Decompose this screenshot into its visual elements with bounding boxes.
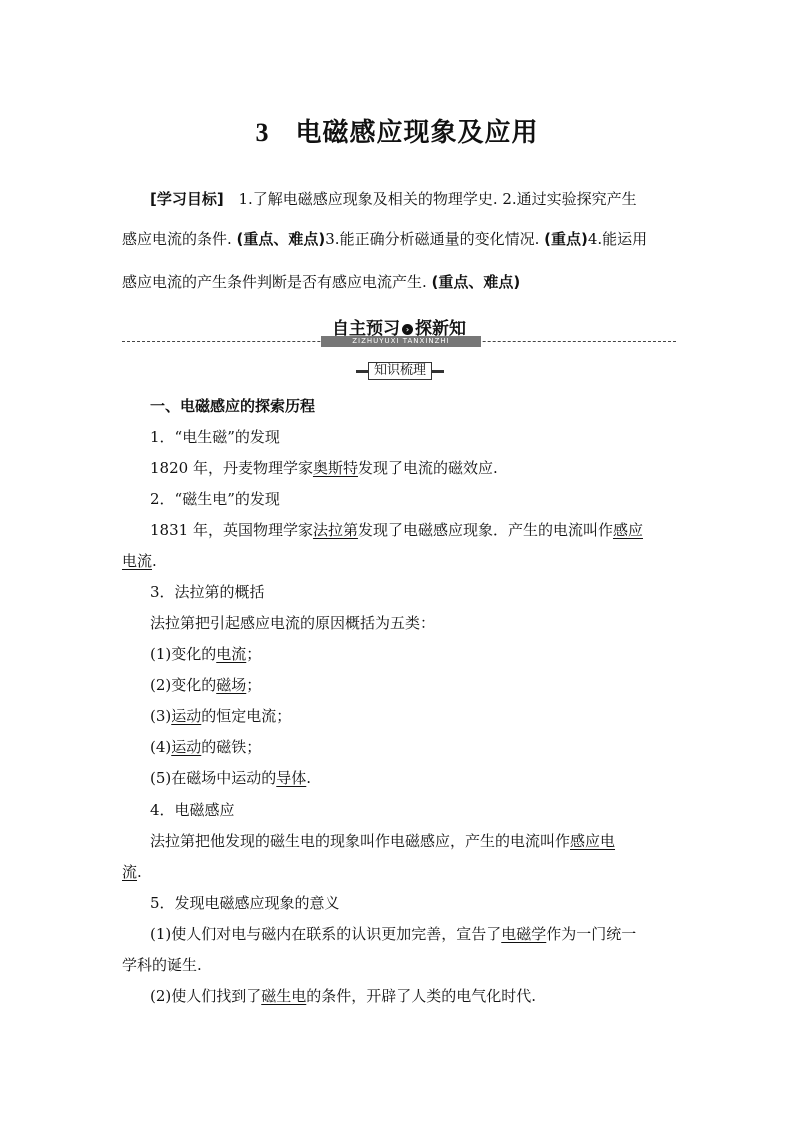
paragraph-4-line-1 — [150, 830, 676, 851]
knowledge-tag — [356, 362, 444, 380]
text: (1)使人们对电与磁内在联系的认识更加完善，宣告了 — [150, 925, 502, 943]
banner-pinyin: ZIZHUYUXI TANXINZHI — [321, 336, 481, 347]
underlined-term: 电磁学 — [501, 925, 547, 943]
text: (4) — [150, 738, 172, 756]
section-banner — [122, 312, 676, 348]
objectives-line-3 — [122, 271, 676, 292]
underlined-term: 电流 — [122, 552, 153, 570]
objectives-line-1 — [150, 188, 676, 209]
section-title: 电磁感应现象及应用 — [295, 118, 539, 148]
paragraph-1 — [150, 457, 676, 478]
text: (2)变化的 — [150, 676, 217, 694]
banner-right-text: 探新知 — [415, 319, 466, 339]
objectives-line-2 — [122, 228, 676, 249]
banner-left-text: 自主预习 — [332, 319, 400, 339]
paragraph-4-line-2 — [122, 861, 676, 882]
subheading-3: 3．法拉第的概括 — [150, 583, 265, 601]
text: 1820 年，丹麦物理学家 — [150, 459, 313, 477]
text: (5)在磁场中运动的 — [150, 769, 277, 787]
paragraph-2-line-1 — [150, 519, 676, 540]
text: 1831 年，英国物理学家 — [150, 521, 313, 539]
subheading-4: 4．电磁感应 — [150, 801, 235, 819]
list-item — [150, 736, 676, 757]
subheading-1: 1．“电生磁”的发现 — [150, 428, 280, 446]
underlined-term: 流 — [122, 863, 138, 881]
objectives-text: 感应电流的条件. — [122, 230, 237, 248]
banner-heading — [122, 314, 676, 339]
underlined-term: 导体 — [276, 769, 307, 787]
objectives-text: 1.了解电磁感应现象及相关的物理学史. 2.通过实验探究产生 — [238, 190, 637, 208]
text: (2)使人们找到了 — [150, 987, 262, 1005]
underlined-term: 感应 — [612, 521, 643, 539]
underlined-term: 磁生电 — [261, 987, 307, 1005]
underlined-term: 电流 — [216, 645, 247, 663]
subheading-5: 5．发现电磁感应现象的意义 — [150, 894, 340, 912]
key-point-tag: (重点、难点) — [431, 273, 521, 291]
list-item — [150, 767, 676, 788]
text: 发现了电磁感应现象．产生的电流叫作 — [357, 521, 613, 539]
objectives-text: 感应电流的产生条件判断是否有感应电流产生. — [122, 273, 432, 291]
paragraph-2-line-2 — [122, 550, 676, 571]
underlined-term: 奥斯特 — [312, 459, 358, 477]
paragraph-5-item-1-cont: 学科的诞生. — [122, 956, 202, 974]
text: ； — [246, 676, 262, 694]
list-item — [150, 643, 676, 664]
paragraph-3-intro: 法拉第把引起感应电流的原因概括为五类： — [150, 614, 436, 632]
underlined-term: 法拉第 — [312, 521, 358, 539]
objectives-label: [学习目标] — [150, 190, 224, 208]
paragraph-5-item-2 — [150, 985, 676, 1006]
section-number: 3 — [255, 118, 270, 147]
text: . — [137, 863, 142, 881]
underlined-term: 磁场 — [216, 676, 247, 694]
text: . — [306, 769, 312, 787]
text: 的条件，开辟了人类的电气化时代. — [306, 987, 537, 1005]
list-item — [150, 674, 676, 695]
objectives-text: 3.能正确分析磁通量的变化情况. — [325, 230, 545, 248]
underlined-term: 运动 — [171, 707, 202, 725]
text: ； — [246, 645, 262, 663]
text: . — [152, 552, 157, 570]
text: 作为一门统一 — [546, 925, 637, 943]
underlined-term: 运动 — [171, 738, 202, 756]
objectives-text: 4.能运用 — [587, 230, 648, 248]
tag-label: 知识梳理 — [368, 362, 432, 380]
key-point-tag: (重点、难点) — [236, 230, 326, 248]
paragraph-5-item-1 — [150, 923, 676, 944]
subheading-2: 2．“磁生电”的发现 — [150, 490, 280, 508]
underlined-term: 感应电 — [570, 832, 616, 850]
text: (3) — [150, 707, 172, 725]
page-title — [0, 112, 794, 149]
text: 发现了电流的磁效应. — [357, 459, 498, 477]
list-item — [150, 705, 676, 726]
text: (1)变化的 — [150, 645, 217, 663]
text: 的恒定电流； — [201, 707, 292, 725]
arrow-icon: › — [402, 324, 413, 335]
section-heading: 一、电磁感应的探索历程 — [150, 397, 316, 415]
text: 的磁铁； — [201, 738, 262, 756]
key-point-tag: (重点) — [544, 230, 588, 248]
text: 法拉第把他发现的磁生电的现象叫作电磁感应，产生的电流叫作 — [150, 832, 571, 850]
